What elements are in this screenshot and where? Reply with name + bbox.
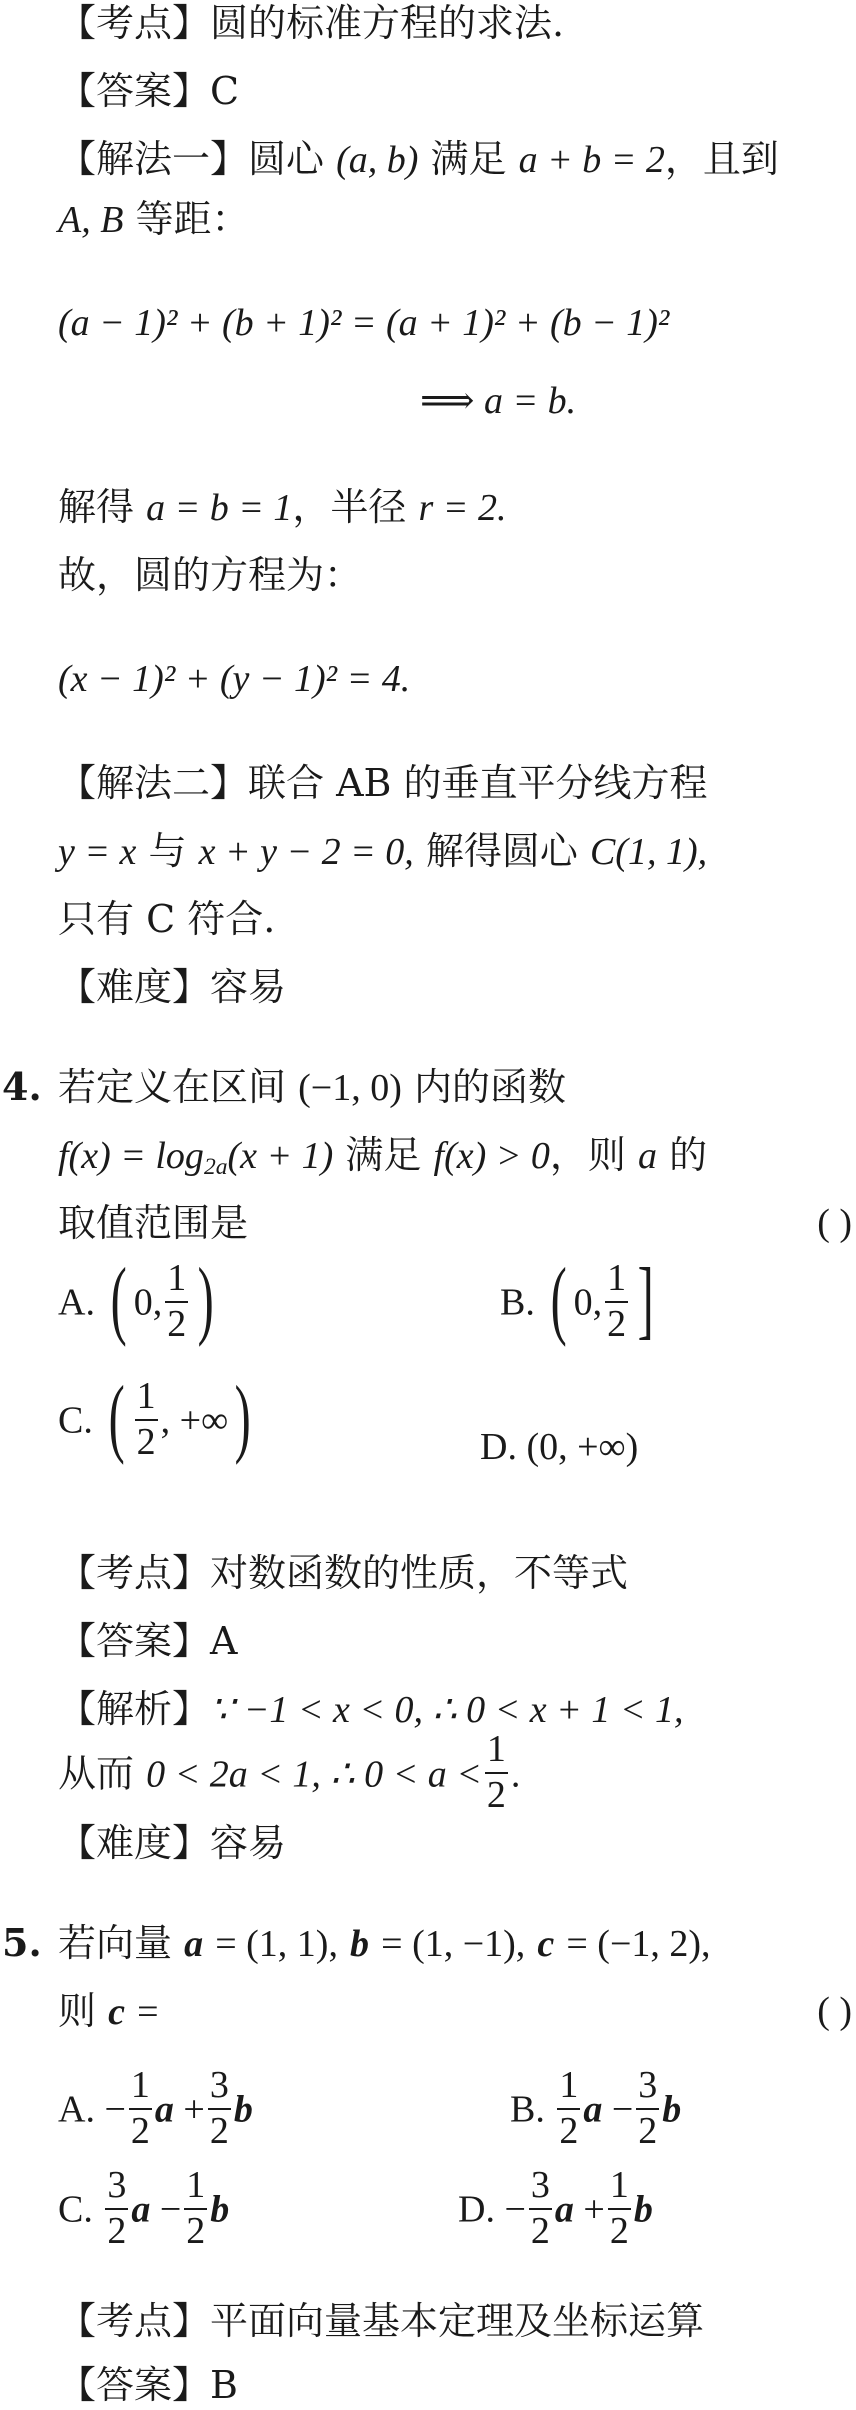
q4-jiexi-math1: ∵ −1 < x < 0, ∴ 0 < x + 1 < 1, bbox=[210, 1689, 684, 1731]
circle-intro: 故，圆的方程为： bbox=[58, 553, 363, 597]
circle-equation: (x − 1)² + (y − 1)² = 4. bbox=[58, 658, 411, 700]
equation-distance: (a − 1)² + (b + 1)² = (a + 1)² + (b − 1)² bbox=[58, 302, 670, 344]
q5-option-b: B. $\frac{1}{2}$ a − $\frac{3}{2}$ b bbox=[510, 2064, 682, 2152]
q4-option-b: B. ( 0, $\frac{1}{2}$ ] bbox=[500, 1251, 654, 1348]
question-5-number: 5. bbox=[2, 1920, 42, 1965]
q5-stem-text: 若向量 bbox=[58, 1921, 173, 1965]
with-word: 与 bbox=[148, 829, 187, 873]
q5-vector-a: a bbox=[184, 1923, 204, 1965]
solve-word: 解得 bbox=[58, 485, 135, 529]
q5-kaodian: 【考点】平面向量基本定理及坐标运算 bbox=[58, 2299, 705, 2343]
q4-option-c: C. ( $\frac{1}{2}$ , +∞) bbox=[58, 1369, 251, 1466]
method2-line2 bbox=[58, 829, 708, 873]
points-ab: A, B bbox=[58, 199, 124, 241]
q5-answer-paren: ( ) bbox=[817, 1990, 852, 2032]
q4-jiexi-math2: 0 < 2a < 1, ∴ 0 < a < bbox=[146, 1753, 482, 1796]
q4-stem-line2 bbox=[58, 1133, 708, 1180]
q4-interval: (−1, 0) bbox=[298, 1067, 402, 1109]
method2-head: 【解法二】联合 AB 的垂直平分线方程 bbox=[58, 761, 708, 805]
q4-stem-text2: 内的函数 bbox=[413, 1065, 566, 1109]
question-4-number: 4. bbox=[2, 1064, 42, 1109]
bisector-line: y = x bbox=[58, 831, 137, 873]
q5-option-d: D. − $\frac{3}{2}$ a + $\frac{1}{2}$ b bbox=[458, 2164, 653, 2252]
q4-function: $f(x) = \log_{2a}(x + 1)$ bbox=[58, 1135, 334, 1180]
q4-jiexi-head: 【解析】 bbox=[58, 1687, 211, 1731]
q4-jiexi-line1 bbox=[58, 1687, 684, 1731]
satisfy-word: 满足 bbox=[430, 137, 507, 181]
q4-kaodian: 【考点】对数函数的性质，不等式 bbox=[58, 1551, 629, 1595]
center-coords: (a, b) bbox=[336, 139, 419, 181]
q5-answer: 【答案】B bbox=[58, 2363, 238, 2407]
q4-jiexi-line2: 从而 0 < 2a < 1, ∴ 0 < a < $\frac{1}{2}$ . bbox=[58, 1728, 521, 1816]
q5-vector-c: c bbox=[537, 1923, 555, 1965]
q5-option-a: A. − $\frac{1}{2}$ a + $\frac{3}{2}$ b bbox=[58, 2064, 253, 2152]
solution-values: a = b = 1 bbox=[146, 487, 293, 529]
line-equation: x + y − 2 = 0, bbox=[198, 831, 414, 873]
q4-then: ，则 bbox=[549, 1133, 626, 1177]
prev-difficulty: 【难度】容易 bbox=[58, 965, 287, 1009]
q5-option-c: C. $\frac{3}{2}$ a − $\frac{1}{2}$ b bbox=[58, 2164, 230, 2252]
q5-stem-line1 bbox=[58, 1921, 711, 1965]
q4-condition: f(x) > 0 bbox=[433, 1135, 550, 1177]
q5-vector-a-value: = (1, 1), bbox=[215, 1923, 338, 1965]
method2-conclusion: 只有 C 符合. bbox=[58, 897, 276, 941]
q4-answer-paren: ( ) bbox=[817, 1202, 852, 1244]
method1-head: 【解法一】圆心 bbox=[58, 137, 325, 181]
q4-of: 的 bbox=[669, 1133, 708, 1177]
prev-method1-line2 bbox=[58, 197, 250, 241]
q4-answer: 【答案】A bbox=[58, 1619, 238, 1663]
center-point: C(1, 1), bbox=[589, 831, 708, 873]
q4-stem-line1 bbox=[58, 1065, 566, 1109]
equation-implies: ⟹ a = b. bbox=[420, 380, 577, 422]
center-condition: a + b = 2 bbox=[518, 139, 665, 181]
q4-jiexi-frac: $\frac{1}{2}$ bbox=[486, 1728, 506, 1816]
prev-answer: 【答案】C bbox=[58, 69, 240, 113]
q4-stem-line3: 取值范围是 bbox=[58, 1201, 249, 1245]
q4-var-a: a bbox=[638, 1135, 657, 1177]
prev-method1-line1 bbox=[58, 137, 779, 181]
q4-option-d: D. (0, +∞) bbox=[480, 1426, 639, 1468]
q4-jiexi-from: 从而 bbox=[58, 1751, 135, 1796]
radius-word: ，半径 bbox=[292, 485, 407, 529]
prev-kaodian: 【考点】圆的标准方程的求法. bbox=[58, 1, 565, 45]
q4-difficulty: 【难度】容易 bbox=[58, 1821, 287, 1865]
solve-center-word: 解得圆心 bbox=[425, 829, 578, 873]
q5-vector-b: b bbox=[350, 1923, 370, 1965]
q5-vector-b-value: = (1, −1), bbox=[381, 1923, 526, 1965]
q5-vector-c-value: = (−1, 2), bbox=[566, 1923, 711, 1965]
equidistant-word: 等距： bbox=[135, 197, 250, 241]
radius-value: r = 2. bbox=[418, 487, 507, 529]
and-word: ，且到 bbox=[664, 137, 779, 181]
q4-option-a: A. ( 0, $\frac{1}{2}$ ) bbox=[58, 1251, 214, 1348]
q4-satisfy: 满足 bbox=[345, 1133, 422, 1177]
solution-line bbox=[58, 485, 507, 529]
q4-stem-text: 若定义在区间 bbox=[58, 1065, 287, 1109]
q5-stem-line2: 则 c = bbox=[58, 1989, 159, 2033]
